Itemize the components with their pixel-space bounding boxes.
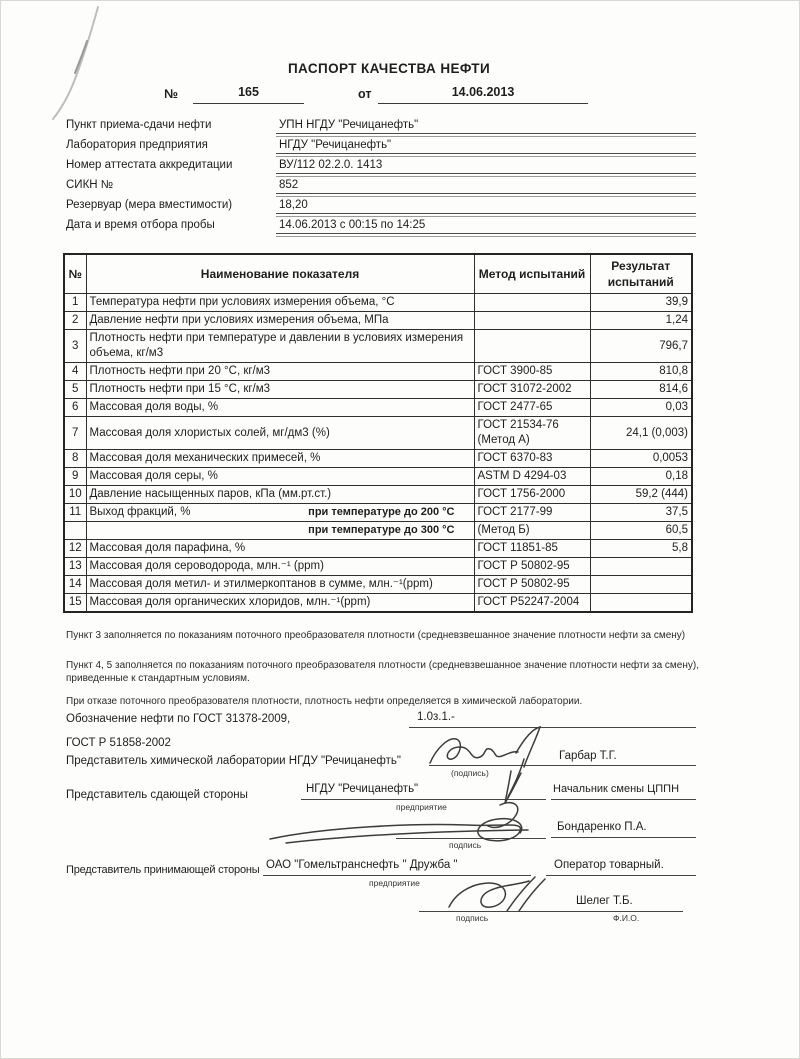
table-header-row xyxy=(64,254,692,294)
field-value xyxy=(276,139,696,154)
field-label: Дата и время отбора пробы xyxy=(66,219,215,231)
lab-signature-tail xyxy=(501,771,523,805)
row-number: 14 xyxy=(64,576,86,594)
row-method-line1: ГОСТ 11851-85 xyxy=(477,542,558,554)
row-method xyxy=(474,486,590,504)
designation-label-line2: ГОСТ Р 51858-2002 xyxy=(66,737,171,749)
field-value xyxy=(276,179,696,194)
row-number: 5 xyxy=(64,381,86,399)
row-number: 11 xyxy=(64,504,86,522)
header-name: Наименование показателя xyxy=(86,254,474,294)
note-1: Пункт 3 заполняется по показаниям поточного преобразователя плотности (средневзвешанное значение плотности нефти за смену) xyxy=(66,630,686,641)
row-method-line1: ГОСТ 1756-2000 xyxy=(477,488,566,500)
lab-sign-sublabel: (подпись) xyxy=(451,768,489,778)
row-name xyxy=(86,450,474,468)
row-method-line1: ASTM D 4294-03 xyxy=(477,470,567,482)
row-name-text: Массовая доля метил- и этилмеркоптанов в сумме, млн.⁻¹(ppm) xyxy=(89,578,433,590)
number-label: № xyxy=(164,87,178,101)
row-result: 39,9 xyxy=(590,294,692,312)
row-number: 4 xyxy=(64,363,86,381)
document-number-line xyxy=(1,85,800,107)
row-method xyxy=(474,294,590,312)
sender-name: Бондаренко П.А. xyxy=(551,821,696,838)
row-result: 24,1 (0,003) xyxy=(590,417,692,450)
row-method-line1: ГОСТ 2477-65 xyxy=(477,401,553,413)
row-name xyxy=(86,468,474,486)
row-result: 1,24 xyxy=(590,312,692,330)
field-value xyxy=(276,219,696,234)
table-row xyxy=(64,294,692,312)
row-method-line1: ГОСТ 3900-85 xyxy=(477,365,553,377)
table-row xyxy=(64,522,692,540)
table-row xyxy=(64,486,692,504)
designation-label-line1: Обозначение нефти по ГОСТ 31378-2009, xyxy=(66,713,291,725)
field-label: Номер аттестата аккредитации xyxy=(66,159,233,171)
header-num: № xyxy=(64,254,86,294)
row-number: 7 xyxy=(64,417,86,450)
row-method xyxy=(474,399,590,417)
row-method xyxy=(474,522,590,540)
row-name-text: Массовая доля механических примесей, % xyxy=(89,452,321,464)
receiver-label: Представитель принимающей стороны xyxy=(66,864,260,876)
note-3: При отказе поточного преобразователя плотности, плотность нефти определяется в химической лаборатории. xyxy=(66,696,583,707)
row-name xyxy=(86,399,474,417)
sender-label: Представитель сдающей стороны xyxy=(66,789,248,801)
form-field xyxy=(66,114,696,134)
header-result: Результат испытаний xyxy=(590,254,692,294)
row-name-text: Давление нефти при условиях измерения объема, МПа xyxy=(89,314,389,326)
row-name xyxy=(86,540,474,558)
row-number: 9 xyxy=(64,468,86,486)
table-row xyxy=(64,381,692,399)
row-number: 13 xyxy=(64,558,86,576)
row-method xyxy=(474,417,590,450)
field-value-text: НГДУ "Речицанефть" xyxy=(279,139,392,151)
row-number: 1 xyxy=(64,294,86,312)
field-label: Резервуар (мера вместимости) xyxy=(66,199,233,211)
row-name-text: Массовая доля сероводорода, млн.⁻¹ (ppm) xyxy=(89,560,324,572)
row-method-line1: ГОСТ Р 50802-95 xyxy=(477,578,570,590)
table-row xyxy=(64,504,692,522)
form-field xyxy=(66,194,696,214)
row-name xyxy=(86,312,474,330)
row-name xyxy=(86,594,474,613)
row-name xyxy=(86,294,474,312)
field-value-text: ВУ/112 02.2.0. 1413 xyxy=(279,159,383,171)
table-row xyxy=(64,330,692,363)
table-row xyxy=(64,399,692,417)
table-row xyxy=(64,540,692,558)
sender-position: Начальник смены ЦППН xyxy=(551,783,696,800)
row-name-condition: при температуре до 300 °С xyxy=(308,524,455,536)
row-method xyxy=(474,363,590,381)
lab-representative-label: Представитель химической лаборатории НГДУ "Речицанефть" xyxy=(66,755,401,767)
row-result xyxy=(590,576,692,594)
row-method-line2: (Метод А) xyxy=(477,434,530,446)
row-name xyxy=(86,363,474,381)
row-name-text: Плотность нефти при 20 °С, кг/м3 xyxy=(89,365,271,377)
row-number xyxy=(64,522,86,540)
sender-company: НГДУ "Речицанефть" xyxy=(301,783,546,800)
row-method xyxy=(474,504,590,522)
row-method-line1: (Метод Б) xyxy=(477,524,530,536)
sender-sign-sublabel: подпись xyxy=(449,840,482,850)
row-number: 15 xyxy=(64,594,86,613)
row-name xyxy=(86,486,474,504)
results-table xyxy=(63,253,693,613)
field-value xyxy=(276,159,696,174)
row-number: 10 xyxy=(64,486,86,504)
row-method xyxy=(474,381,590,399)
row-result: 0,03 xyxy=(590,399,692,417)
row-name-condition: при температуре до 200 °С xyxy=(308,506,455,518)
row-result: 59,2 (444) xyxy=(590,486,692,504)
field-value-text: 18,20 xyxy=(279,199,308,211)
form-field xyxy=(66,174,696,194)
row-result: 0,18 xyxy=(590,468,692,486)
table-row xyxy=(64,417,692,450)
row-name xyxy=(86,417,474,450)
row-method xyxy=(474,576,590,594)
row-method xyxy=(474,594,590,613)
row-name xyxy=(86,558,474,576)
form-field xyxy=(66,154,696,174)
field-value-text: УПН НГДУ "Речицанефть" xyxy=(279,119,419,131)
table-row xyxy=(64,363,692,381)
form-field xyxy=(66,214,696,234)
receiver-name: Шелег Т.Б. xyxy=(576,895,633,907)
row-name xyxy=(86,504,474,522)
row-name-text: Давление насыщенных паров, кПа (мм.рт.ст.) xyxy=(89,488,332,500)
row-result: 60,5 xyxy=(590,522,692,540)
row-number: 2 xyxy=(64,312,86,330)
header-method: Метод испытаний xyxy=(474,254,590,294)
row-method xyxy=(474,330,590,363)
row-method-line1: ГОСТ 31072-2002 xyxy=(477,383,572,395)
designation-value: 1.0з.1.- xyxy=(409,711,696,728)
row-result xyxy=(590,594,692,613)
row-result: 810,8 xyxy=(590,363,692,381)
row-method xyxy=(474,450,590,468)
field-value xyxy=(276,199,696,214)
row-result: 37,5 xyxy=(590,504,692,522)
page-title: ПАСПОРТ КАЧЕСТВА НЕФТИ xyxy=(287,61,491,76)
row-method xyxy=(474,312,590,330)
receiver-sign-sublabel: подпись xyxy=(456,913,489,923)
lab-representative-name: Гарбар Т.Г. xyxy=(559,750,617,762)
table-row xyxy=(64,450,692,468)
row-name xyxy=(86,381,474,399)
row-name-text: Массовая доля хлористых солей, мг/дм3 (%) xyxy=(89,426,330,439)
row-name-text: Температура нефти при условиях измерения объема, °С xyxy=(89,296,395,308)
field-value xyxy=(276,119,696,134)
row-number: 8 xyxy=(64,450,86,468)
row-name xyxy=(86,330,474,363)
row-result: 796,7 xyxy=(590,330,692,363)
row-number: 6 xyxy=(64,399,86,417)
table-row xyxy=(64,576,692,594)
row-name-text: Массовая доля органических хлоридов, млн.⁻¹(ppm) xyxy=(89,596,371,608)
date-value: 14.06.2013 xyxy=(378,85,588,104)
receiver-company-sublabel: предприятие xyxy=(369,878,420,888)
row-method-line1: ГОСТ 21534-76 xyxy=(477,419,559,431)
row-method xyxy=(474,540,590,558)
row-name-text: Массовая доля серы, % xyxy=(89,470,218,482)
row-name xyxy=(86,576,474,594)
sender-company-sublabel: предприятие xyxy=(396,802,447,812)
table-row xyxy=(64,468,692,486)
row-result: 814,6 xyxy=(590,381,692,399)
row-name-text: Массовая доля воды, % xyxy=(89,401,219,413)
table-row xyxy=(64,558,692,576)
row-number: 12 xyxy=(64,540,86,558)
field-value-text: 852 xyxy=(279,179,299,191)
row-method xyxy=(474,468,590,486)
row-name-text: Выход фракций, % xyxy=(89,506,191,518)
receiver-fio-sublabel: Ф.И.О. xyxy=(613,913,640,923)
number-value: 165 xyxy=(193,85,304,104)
row-name xyxy=(86,522,474,540)
table-row xyxy=(64,594,692,613)
table-row xyxy=(64,312,692,330)
row-name-text: Плотность нефти при 15 °С, кг/м3 xyxy=(89,383,271,395)
note-2: Пункт 4, 5 заполняется по показаниям поточного преобразователя плотности (средневзвешанное значение плотности нефти за смену), приведенные к стандартным условиям. xyxy=(66,660,699,684)
field-label: Пункт приема-сдачи нефти xyxy=(66,119,212,131)
row-method xyxy=(474,558,590,576)
receiver-company: ОАО "Гомельтранснефть " Дружба " xyxy=(263,859,531,876)
field-label: СИКН № xyxy=(66,179,114,191)
row-method-line1: ГОСТ 2177-99 xyxy=(477,506,553,518)
form-field xyxy=(66,134,696,154)
row-result: 5,8 xyxy=(590,540,692,558)
row-name-text: Массовая доля парафина, % xyxy=(89,542,246,554)
field-value-text: 14.06.2013 с 00:15 по 14:25 xyxy=(279,219,426,231)
results-table-body xyxy=(64,294,692,613)
receiver-signature xyxy=(441,877,571,915)
row-result xyxy=(590,558,692,576)
row-method-line1: ГОСТ Р52247-2004 xyxy=(477,596,580,608)
from-label: от xyxy=(358,87,372,101)
receiver-position: Оператор товарный. xyxy=(546,859,696,876)
row-result: 0,0053 xyxy=(590,450,692,468)
field-label: Лаборатория предприятия xyxy=(66,139,208,151)
row-method-line1: ГОСТ 6370-83 xyxy=(477,452,553,464)
row-method-line1: ГОСТ Р 50802-95 xyxy=(477,560,570,572)
row-name-text: Плотность нефти при температуре и давлении в условиях измерения объема, кг/м3 xyxy=(89,332,464,359)
form-fields xyxy=(66,114,696,234)
row-number: 3 xyxy=(64,330,86,363)
